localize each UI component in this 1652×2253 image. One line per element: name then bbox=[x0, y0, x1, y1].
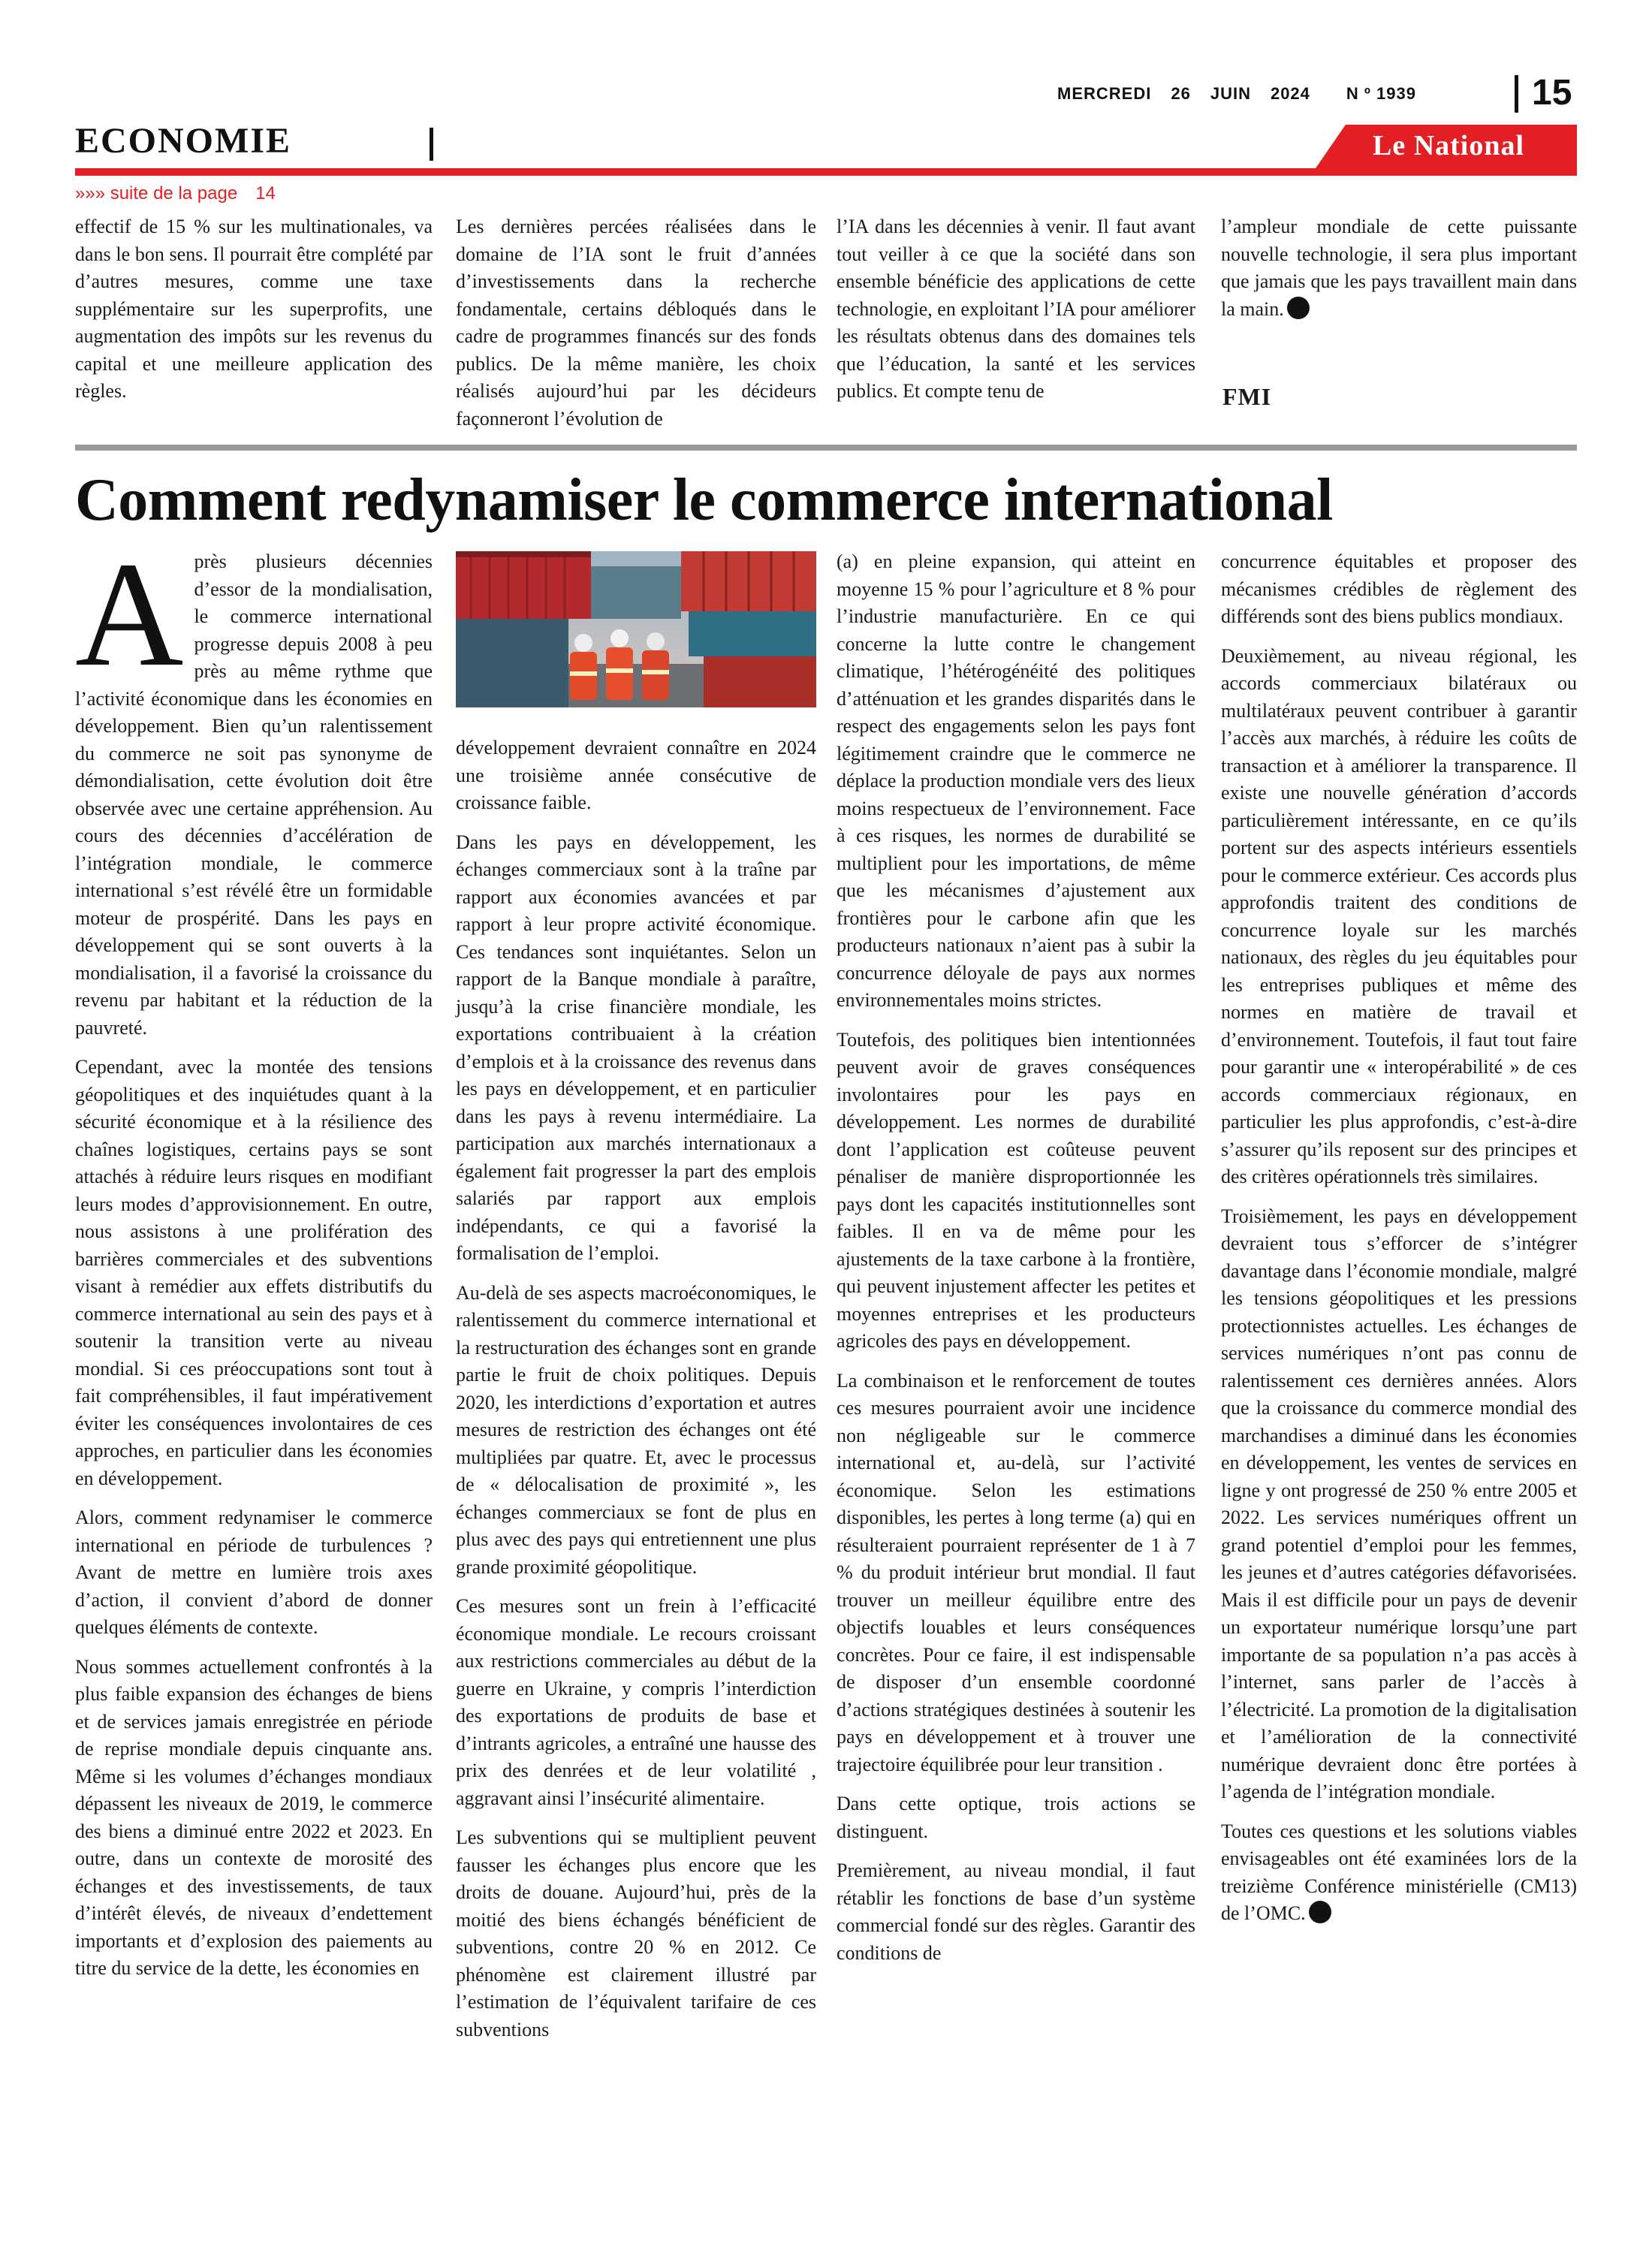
drop-cap: A bbox=[75, 532, 184, 698]
issue-date-line bbox=[1057, 84, 1436, 104]
paragraph-text: l’ampleur mondiale de cette puissante nouvelle technologie, il sera plus important que jamais que les pays travaillent main dans la main. bbox=[1221, 216, 1577, 320]
paragraph: Cependant, avec la montée des tensions géopolitiques et des inquiétudes quant à la sécurité économique et à la résilience des chaînes logistiques, certains pays se sont attachés à réduire leurs risques en modifiant leurs modes d’approvisionnement. En outre, nous assistons à une prolifération des barrières commerciales et des subventions visant à remédier aux effets distributifs du commerce international au sein des pays et à soutenir la transition verte au niveau mondial. Si ces préoccupations sont tout à fait compréhensibles, il faut impérativement éviter les conséquences involontaires de ces approches, en particulier dans les économies en développement. bbox=[75, 1056, 433, 1489]
issue-date-number: 26 bbox=[1171, 84, 1191, 103]
paragraph: Troisièmement, les pays en développement devraient tous s’efforcer de s’intégrer davantage dans l’économie mondiale, malgré les tensions géopolitiques et les pressions protectionnistes actuelles. Les échanges de services numériques n’ont pas connu de ralentissement ces dernières années. Alors que la croissance du commerce mondial des marchandises a diminué dans les économies en développement, les ventes de services en ligne y ont progressé de 250 % entre 2005 et 2022. Les services numériques offrent un grand potentiel d’emploi pour les femmes, les jeunes et d’autres catégories défavorisées. Mais il est difficile pour un pays de devenir un exportateur numérique lorsqu’une part importante de sa population n’a pas accès à l’internet, sans parler de l’accès à l’électricité. La promotion de la digitalisation et l’amélioration de la connectivité numérique devraient donc être portées à l’agenda de l’intégration mondiale. bbox=[1221, 1205, 1577, 1802]
author-signature: FMI bbox=[1222, 383, 1272, 410]
paragraph: Premièrement, au niveau mondial, il faut rétablir les fonctions de base d’un système commercial fondé sur des règles. Garantir des conditions de bbox=[837, 1859, 1195, 1964]
article-headline: Comment redynamiser le commerce international bbox=[75, 467, 1333, 533]
paragraph: concurrence équitables et proposer des mécanismes crédibles de règlement des différends sont des biens publics mondiaux. bbox=[1221, 550, 1577, 627]
continued-from bbox=[75, 183, 276, 204]
paragraph: Deuxièmement, au niveau régional, les accords commerciaux bilatéraux ou multilatéraux peuvent contribuer à garantir l’accès aux marchés, à réduire les coûts de transaction et à améliorer la transparence. Il existe une nouvelle génération d’accords particulièrement intéressante, en ce qu’ils portent sur des aspects intérieurs essentiels pour le commerce extérieur. Ces accords plus approfondis traitent des conditions de concurrence loyale sur les marchés nationaux, des règles du jeu équitables pour les entreprises publiques et même des normes en matière de travail et d’environnement. Toutefois, il faut tout faire pour garantir une « interopérabilité » de ces accords commerciaux régionaux, en particulier les plus approfondis, c’est-à-dire s’assurer qu’ils reposent sur des principes et des critères opérationnels très similaires. bbox=[1221, 644, 1577, 1187]
paragraph: La combinaison et le renforcement de toutes ces mesures pourraient avoir une incidence non négligeable sur le commerce international et, au-delà, sur l’activité économique. Selon les estimations disponibles, les pertes à long terme (a) qui en résulteraient pourraient représenter de 1 à 7 % du produit intérieur brut mondial. Il faut trouver un meilleur équilibre entre des objectifs louables et leurs conséquences concrètes. Pour ce faire, il est indispensable de disposer d’un ensemble coordonné d’actions stratégiques destinées à soutenir les pays en développement et à trouver une trajectoire équilibrée pour leur transition . bbox=[837, 1369, 1195, 1775]
paragraph: l’IA dans les décennies à venir. Il faut avant tout veiller à ce que la société dans son ensemble bénéficie des applications de cette technologie, en exploitant l’IA pour améliorer les résultats obtenus dans des domaines tels que l’éducation, la santé et les services publics. Et compte tenu de bbox=[837, 216, 1195, 402]
paragraph: Alors, comment redynamiser le commerce international en période de turbulences ? Avant de mettre en lumière trois axes d’action, il convient d’abord de donner quelques éléments de contexte. bbox=[75, 1507, 433, 1638]
paragraph: développement devraient connaître en 2024 une troisième année consécutive de croissance faible. bbox=[456, 737, 816, 813]
section-title: ECONOMIE bbox=[75, 121, 292, 161]
issue-month: JUIN bbox=[1210, 84, 1251, 103]
paragraph: Ces mesures sont un frein à l’efficacité économique mondiale. Le recours croissant aux restrictions commerciales au début de la guerre en Ukraine, y compris l’interdiction des exportations de produits de base et d’intrants agricoles, a entraîné une hausse des prix des denrées et de leur volatilité , aggravant ainsi l’insécurité alimentaire. bbox=[456, 1595, 816, 1809]
paragraph: Nous sommes actuellement confrontés à la plus faible expansion des échanges de biens et de services jamais enregistrée en période de reprise mondiale depuis cinquante ans. Même si les volumes d’échanges mondiaux dépassent les niveaux de 2019, le commerce des biens a diminué entre 2022 et 2023. En outre, dans un contexte de morosité des échanges et des investissements, de taux d’intérêt élevés, de niveaux d’endettement importants et d’explosion des paiements au titre du service de la dette, les économies en bbox=[75, 1655, 433, 1979]
article-column-1 bbox=[75, 532, 433, 1995]
continued-label: »»» suite de la page bbox=[75, 183, 238, 204]
end-mark-icon bbox=[1287, 297, 1310, 319]
section-divider bbox=[430, 128, 433, 161]
paragraph: Toutefois, des politiques bien intentionnées peuvent avoir de graves conséquences involontaires pour les pays en développement. Les normes de durabilité dont l’application est coûteuse peuvent pénaliser de manière disproportionnée les pays dont les capacités institutionnelles sont faibles. Il en va de même pour les ajustements de la taxe carbone à la frontière, qui peuvent injustement affecter les petites et moyennes entreprises et les producteurs agricoles des pays en développement. bbox=[837, 1028, 1195, 1352]
article-column-4 bbox=[1221, 548, 1577, 1940]
paragraph: Dans les pays en développement, les échanges commerciaux sont à la traîne par rapport aux économies avancées et par rapport à leur propre activité économique. Ces tendances sont inquiétantes. Selon un rapport de la Banque mondiale à paraître, jusqu’à la crise financière mondiale, les exportations contribuaient à la création d’emplois et à la croissance des revenus dans les pays en développement, et en particulier dans les pays à revenu intermédiaire. La participation aux marchés internationaux a également fait progresser la part des emplois salariés par rapport aux emplois indépendants, ce qui a favorisé la formalisation de l’emploi. bbox=[456, 831, 816, 1264]
paragraph bbox=[1221, 1818, 1577, 1928]
article-column-3 bbox=[837, 548, 1195, 1979]
paragraph: Dans cette optique, trois actions se distinguent. bbox=[837, 1793, 1195, 1842]
end-mark-icon bbox=[1309, 1901, 1331, 1923]
issue-year: 2024 bbox=[1270, 84, 1310, 103]
issue-day: MERCREDI bbox=[1057, 84, 1152, 103]
paragraph: Au-delà de ses aspects macroéconomiques, le ralentissement du commerce international et la restructuration des échanges sont en grande partie le fruit de choix politiques. Depuis 2020, les interdictions d’exportation et autres mesures de restriction des échanges ont été multipliées par quatre. Et, avec le processus de « délocalisation de proximité », les échanges commerciaux se font de plus en plus avec des pays qui entretiennent une plus grande proximité géopolitique. bbox=[456, 1281, 816, 1578]
page-number-divider bbox=[1515, 75, 1518, 113]
brand-name: Le National bbox=[1373, 130, 1525, 161]
paragraph: (a) en pleine expansion, qui atteint en moyenne 15 % pour l’agriculture et 8 % pour l’industrie manufacturière. En ce qui concerne la lutte contre le changement climatique, l’hétérogénéité des politiques d’atténuation et les grandes disparités dans le respect des engagements selon les pays font légitimement craindre que le commerce ne déplace la production mondiale vers des lieux moins respectueux de l’environnement. Face à ces risques, les normes de durabilité se multiplient pour les importations, de même que les mécanismes d’ajustement aux frontières pour le carbone afin que les producteurs nationaux n’aient pas à subir la concurrence déloyale de pays aux normes environnementales moins strictes. bbox=[837, 550, 1195, 1011]
previous-article-column-1 bbox=[75, 213, 433, 418]
previous-article-column-4 bbox=[1221, 213, 1577, 335]
continued-page: 14 bbox=[255, 183, 276, 204]
article-column-2 bbox=[456, 734, 816, 2055]
paragraph-text: près plusieurs décennies d’essor de la mondialisation, le commerce international progresse depuis 2008 à peu près au même rythme que l’activité économique dans les économies en développement. Bien qu’un ralentissement du commerce ne soit pas synonyme de démondialisation, cette évolution doit être observée avec une certaine appréhension. Au cours des décennies d’accélération de l’intégration mondiale, le commerce international s’est révélé être un formidable moteur de prospérité. Dans les pays en développement qui se sont ouverts à la mondialisation, il a favorisé la croissance du revenu par habitant et la réduction de la pauvreté. bbox=[75, 550, 433, 1039]
article-photo bbox=[456, 551, 816, 707]
previous-article-column-2 bbox=[456, 213, 816, 445]
shipping-containers-workers-photo bbox=[456, 551, 816, 707]
paragraph: Les dernières percées réalisées dans le domaine de l’IA sont le fruit d’années d’investissements dans la recherche fondamentale, certains débloqués dans le cadre de programmes financés sur des fonds publics. De la même manière, les choix réalisés aujourd’hui par les décideurs façonneront l’évolution de bbox=[456, 216, 816, 430]
page-number: 15 bbox=[1532, 73, 1572, 113]
header-red-rule bbox=[75, 168, 1577, 176]
paragraph bbox=[75, 532, 433, 1042]
article-divider-rule bbox=[75, 445, 1577, 451]
previous-article-column-3 bbox=[837, 213, 1195, 418]
paragraph: effectif de 15 % sur les multinationales, va dans le bon sens. Il pourrait être complété par d’autres mesures, comme une taxe supplémentaire sur les superprofits, une augmentation des impôts sur les revenus du capital et une meilleure application des règles. bbox=[75, 216, 433, 402]
paragraph bbox=[1221, 213, 1577, 323]
issue-number: N º 1939 bbox=[1346, 84, 1416, 103]
paragraph-text: Toutes ces questions et les solutions viables envisageables ont été examinées lors de la treizième Conférence ministérielle (CM13) de l’OMC. bbox=[1221, 1820, 1577, 1924]
paragraph: Les subventions qui se multiplient peuvent fausser les échanges plus encore que les droits de douane. Aujourd’hui, près de la moitié des biens échangés bénéficient de subventions, contre 20 % en 2012. Ce phénomène est clairement illustré par l’estimation de l’équivalent tarifaire de ces subventions bbox=[456, 1826, 816, 2040]
